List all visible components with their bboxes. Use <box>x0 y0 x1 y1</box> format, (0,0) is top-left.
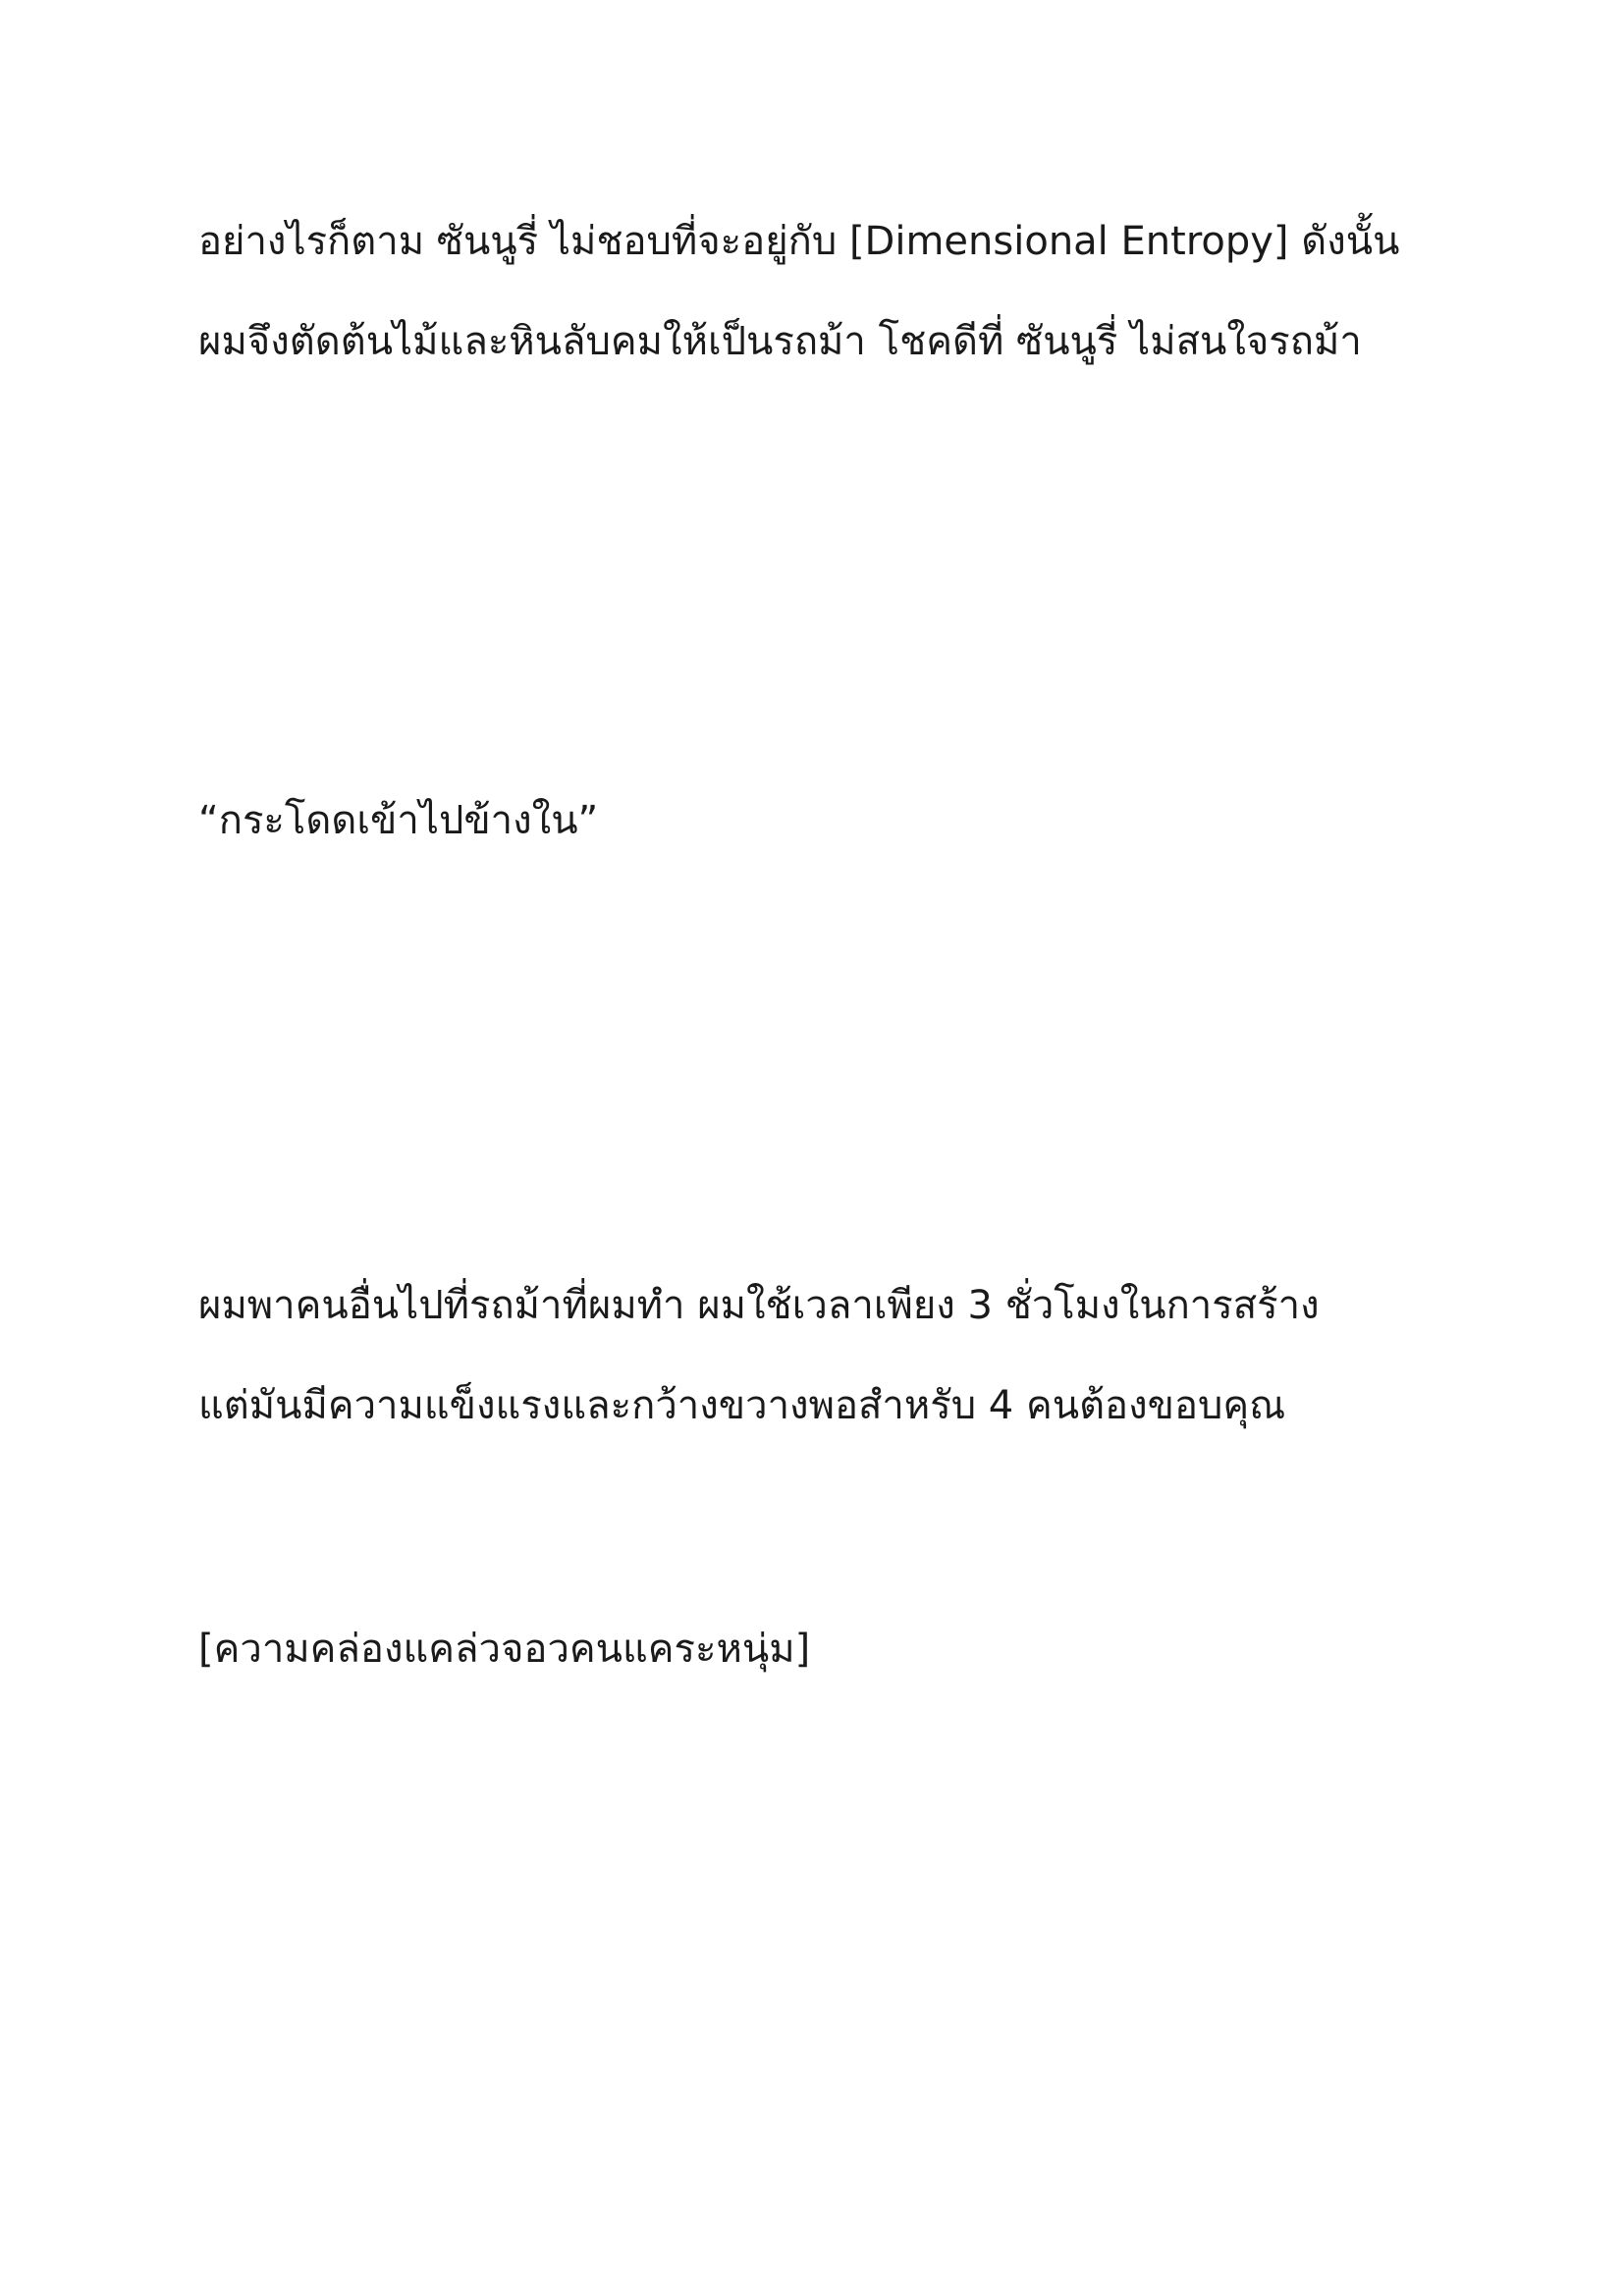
paragraph-1-line-1: อย่างไรก็ตาม ซันนูรี่ ไม่ชอบที่จะอยู่กับ [Dimensional Entropy] ดังนั้น <box>198 219 1400 264</box>
paragraph-3-line-2: แต่มันมีความแข็งแรงและกว้างขวางพอสำหรับ 4 คนต้องขอบคุณ <box>198 1383 1286 1428</box>
paragraph-1-line-2: ผมจึงตัดต้นไม้และหินลับคมให้เป็นรถม้า โชคดีที่ ซันนูรี่ ไม่สนใจรถม้า <box>198 319 1362 364</box>
paragraph-3-line-1: ผมพาคนอื่นไปที่รถม้าที่ผมทำ ผมใช้เวลาเพียง 3 ชั่วโมงในการสร้าง <box>198 1283 1320 1328</box>
dialogue-line: “กระโดดเข้าไปข้างใน” <box>198 798 599 843</box>
skill-name-line: [ความคล่องแคล่วจอวคนแคระหนุ่ม] <box>198 1627 811 1672</box>
